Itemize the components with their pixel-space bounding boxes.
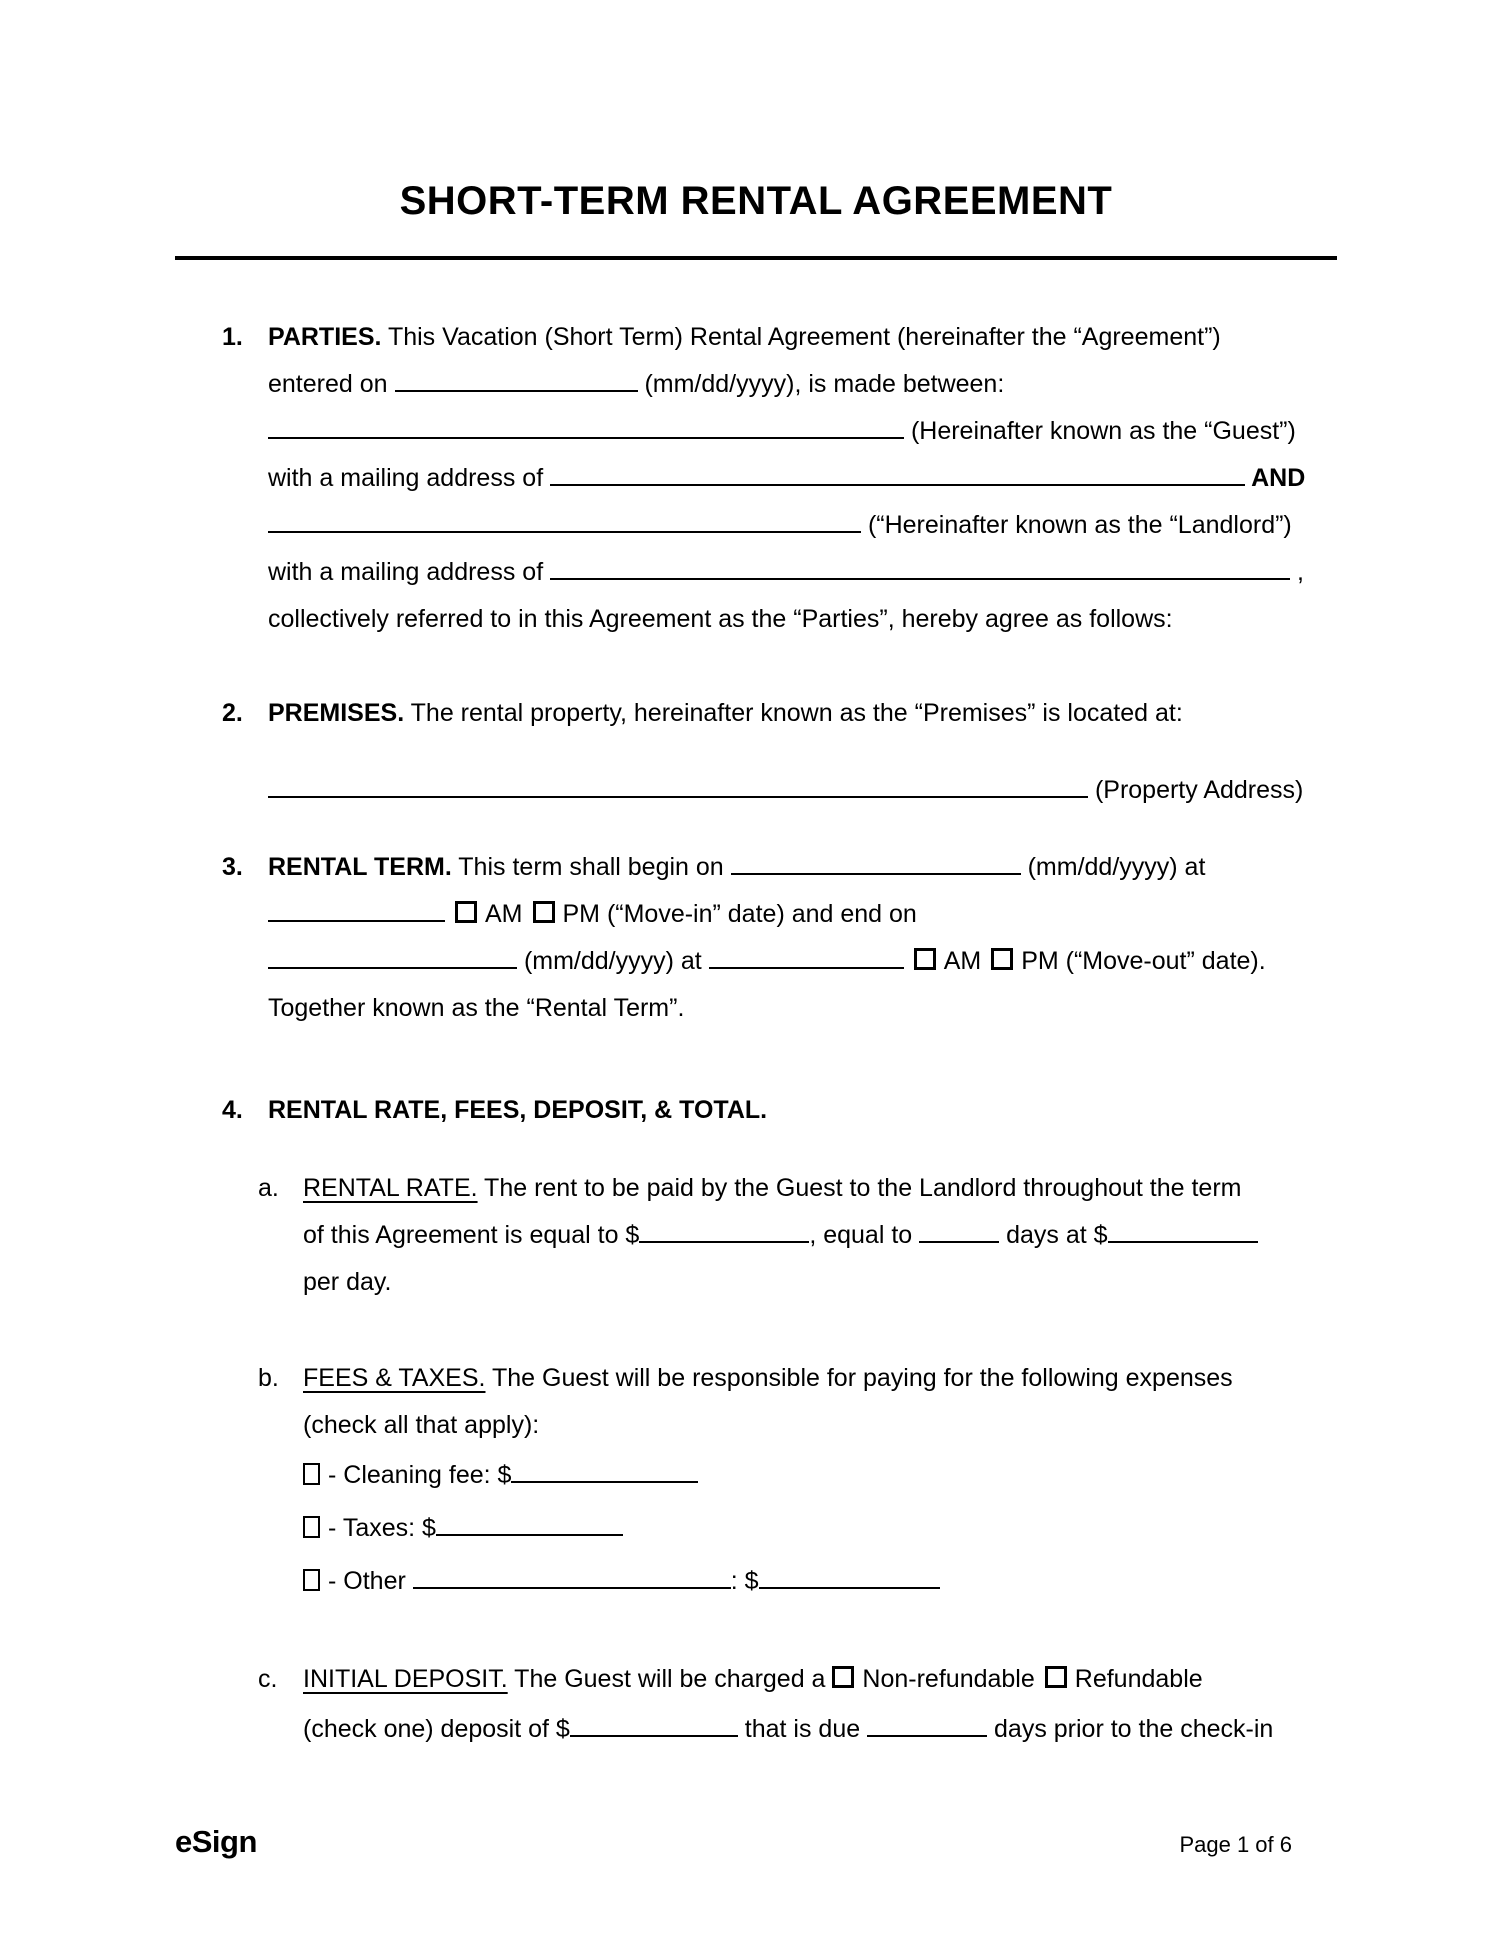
parties-heading: PARTIES.: [268, 323, 382, 351]
other-description-field[interactable]: [413, 1563, 731, 1589]
section-number: 4.: [222, 1096, 243, 1124]
initial-deposit-text-2b: that is due: [737, 1715, 868, 1743]
subsection-initial-deposit: [175, 1654, 1337, 1754]
parties-text-1: This Vacation (Short Term) Rental Agreement (hereinafter the “Agreement”): [381, 323, 1221, 351]
taxes-label: - Taxes: $: [328, 1514, 436, 1542]
rental-rate-text-3: per day.: [303, 1268, 392, 1296]
rental-rate-text-2b: , equal to: [809, 1221, 920, 1249]
cleaning-fee-label: - Cleaning fee: $: [328, 1461, 512, 1489]
fees-taxes-heading: FEES & TAXES.: [303, 1364, 486, 1392]
parties-text-3: collectively referred to in this Agreement as the “Parties”, hereby agree as follows:: [268, 605, 1173, 633]
subsection-letter: a.: [258, 1174, 279, 1202]
non-refundable-checkbox[interactable]: [832, 1666, 854, 1688]
move-out-am-label: AM: [943, 947, 982, 975]
move-out-pm-label: PM: [1021, 947, 1059, 975]
rental-rate-text-1: The rent to be paid by the Guest to the Landlord throughout the term: [477, 1174, 1242, 1202]
other-checkbox[interactable]: [303, 1569, 320, 1591]
deposit-due-days-field[interactable]: [867, 1711, 987, 1737]
and-text: AND: [1245, 464, 1306, 492]
title-divider: [175, 256, 1337, 260]
page-number: Page 1 of 6: [1179, 1832, 1292, 1857]
refundable-label: Refundable: [1074, 1665, 1203, 1693]
move-out-pm-checkbox[interactable]: [991, 948, 1013, 970]
subsection-fees-taxes: [175, 1355, 1337, 1608]
initial-deposit-text-1a: The Guest will be charged a: [507, 1665, 833, 1693]
landlord-label: (“Hereinafter known as the “Landlord”): [861, 511, 1292, 539]
rental-term-text-3a: (mm/dd/yyyy) at: [517, 947, 709, 975]
section-rental-rate: [175, 1087, 1337, 1134]
move-out-am-checkbox[interactable]: [914, 948, 936, 970]
cleaning-fee-amount-field[interactable]: [511, 1457, 698, 1483]
initial-deposit-heading: INITIAL DEPOSIT.: [303, 1665, 508, 1693]
section-number: 1.: [222, 323, 243, 351]
trailing-comma: ,: [1290, 558, 1304, 586]
landlord-mailing-address-field[interactable]: [550, 554, 1290, 580]
move-in-am-checkbox[interactable]: [455, 901, 477, 923]
date-entered-field[interactable]: [395, 366, 638, 392]
document-content: [175, 0, 1337, 1754]
fees-taxes-text-2: (check all that apply):: [303, 1411, 540, 1439]
guest-label: (Hereinafter known as the “Guest”): [904, 417, 1296, 445]
other-label: - Other: [328, 1567, 413, 1595]
rental-term-text-3b: (“Move-out” date).: [1058, 947, 1266, 975]
rental-term-text-4: Together known as the “Rental Term”.: [268, 994, 685, 1022]
other-amount-field[interactable]: [759, 1563, 940, 1589]
rental-term-heading: RENTAL TERM.: [268, 853, 452, 881]
rental-rate-text-2c: days at $: [999, 1221, 1108, 1249]
initial-deposit-text-2a: (check one) deposit of $: [303, 1715, 570, 1743]
section-number: 3.: [222, 853, 243, 881]
taxes-amount-field[interactable]: [436, 1510, 623, 1536]
subsection-letter: b.: [258, 1364, 279, 1392]
taxes-checkbox[interactable]: [303, 1516, 320, 1538]
landlord-name-field[interactable]: [268, 507, 861, 533]
other-amount-label: : $: [730, 1567, 759, 1595]
rental-term-text-2: (“Move-in” date) and end on: [600, 900, 917, 928]
guest-name-field[interactable]: [268, 413, 904, 439]
premises-heading: PREMISES.: [268, 699, 405, 727]
parties-text-2a: entered on: [268, 370, 395, 398]
end-date-field[interactable]: [268, 943, 517, 969]
end-time-field[interactable]: [709, 943, 904, 969]
rental-term-text-1a: This term shall begin on: [451, 853, 731, 881]
document-title: SHORT-TERM RENTAL AGREEMENT: [399, 179, 1113, 223]
cleaning-fee-checkbox[interactable]: [303, 1463, 320, 1485]
rental-rate-heading: RENTAL RATE.: [303, 1174, 478, 1202]
property-address-label: (Property Address): [1088, 776, 1304, 804]
deposit-amount-field[interactable]: [570, 1711, 738, 1737]
section-number: 2.: [222, 699, 243, 727]
rental-rate-text-2a: of this Agreement is equal to $: [303, 1221, 640, 1249]
parties-text-2b: (mm/dd/yyyy), is made between:: [637, 370, 1005, 398]
non-refundable-label: Non-refundable: [862, 1665, 1035, 1693]
premises-text: The rental property, hereinafter known as the “Premises” is located at:: [404, 699, 1183, 727]
fees-taxes-text-1: The Guest will be responsible for paying for the following expenses: [485, 1364, 1233, 1392]
initial-deposit-text-2c: days prior to the check-in: [987, 1715, 1274, 1743]
property-address-field[interactable]: [268, 772, 1088, 798]
begin-time-field[interactable]: [268, 896, 445, 922]
move-in-pm-checkbox[interactable]: [533, 901, 555, 923]
landlord-mailing-text: with a mailing address of: [268, 558, 551, 586]
subsection-rental-rate: [175, 1165, 1337, 1306]
page-footer: [175, 1824, 1292, 1860]
begin-date-field[interactable]: [731, 849, 1021, 875]
section-parties: [175, 314, 1337, 643]
move-in-am-label: AM: [485, 900, 523, 928]
premises-address-row: [175, 767, 1337, 814]
move-in-pm-label: PM: [562, 900, 600, 928]
daily-rate-field[interactable]: [1108, 1217, 1258, 1243]
rental-amount-field[interactable]: [639, 1217, 809, 1243]
subsection-letter: c.: [258, 1665, 278, 1693]
days-count-field[interactable]: [919, 1217, 999, 1243]
guest-mailing-address-field[interactable]: [550, 460, 1245, 486]
rental-rate-section-heading: RENTAL RATE, FEES, DEPOSIT, & TOTAL.: [268, 1096, 768, 1124]
section-rental-term: [175, 844, 1337, 1032]
section-premises: [175, 690, 1337, 737]
refundable-checkbox[interactable]: [1045, 1666, 1067, 1688]
rental-term-text-1b: (mm/dd/yyyy) at: [1020, 853, 1206, 881]
esign-logo: eSign: [175, 1824, 257, 1859]
guest-mailing-text: with a mailing address of: [268, 464, 551, 492]
